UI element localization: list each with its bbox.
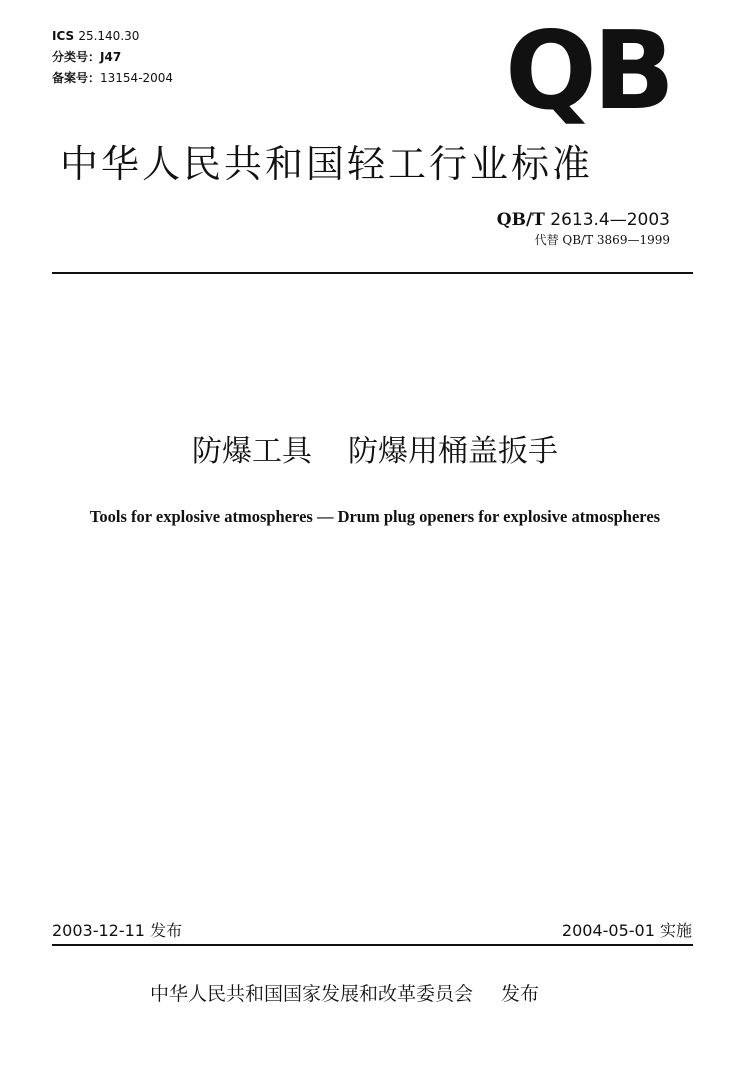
class-row [52,47,173,68]
class-value: J47 [100,50,122,64]
record-value: 13154-2004 [100,71,174,85]
standard-code [497,209,670,231]
top-divider [52,272,693,274]
bottom-divider [52,944,693,946]
header-meta [52,26,173,89]
ics-value: 25.140.30 [78,29,140,43]
publisher-action: 发布 [501,983,540,1005]
record-row [52,68,173,89]
standard-number-block [497,209,670,249]
issue-date: 2003-12-11 发布 [52,921,183,940]
record-label: 备案号： [52,71,101,85]
publisher-line [150,980,539,1008]
replaces-note: 代替 QB/T 3869—1999 [534,233,670,247]
publisher-name: 中华人民共和国国家发展和改革委员会 [150,983,474,1005]
ics-row [52,26,173,47]
ics-label: ICS [52,29,75,43]
qb-logo: QB [505,9,672,134]
standard-prefix: QB/T [496,210,545,230]
class-label: 分类号： [52,50,101,64]
implementation-date: 2004-05-01 实施 [561,921,692,940]
standard-number: 2613.4—2003 [550,210,670,230]
document-title-chinese [0,430,750,474]
standard-title: 中华人民共和国轻工行业标准 [60,142,594,186]
title-part1: 防爆工具 [192,434,312,469]
document-title-english: Tools for explosive atmospheres — Drum plug openers for explosive atmospheres [89,507,661,526]
title-part2: 防爆用桶盖扳手 [348,434,558,469]
